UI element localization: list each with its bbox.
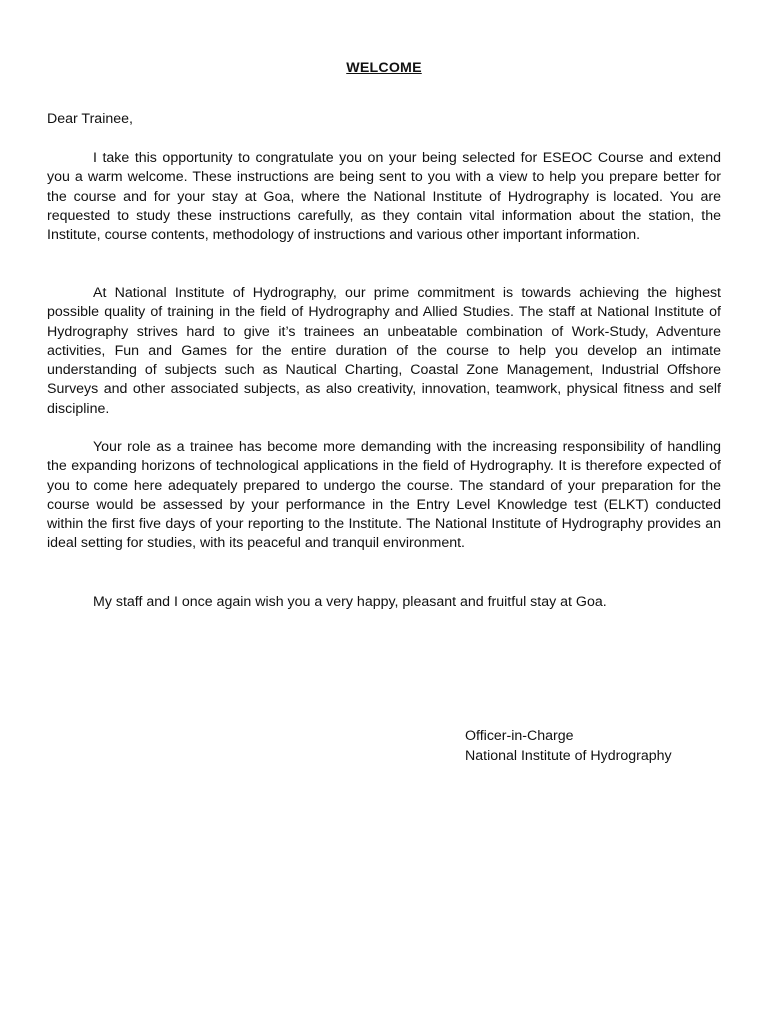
paragraph-closing: My staff and I once again wish you a very happy, pleasant and fruitful stay at Goa. <box>93 594 607 610</box>
signature-title: Officer-in-Charge <box>465 728 574 744</box>
document-title: WELCOME <box>346 60 422 76</box>
signature-organization: National Institute of Hydrography <box>465 747 672 764</box>
paragraph-commitment: At National Institute of Hydrography, our prime commitment is towards achieving the highest possible quality of training in the field of Hydrography and Allied Studies. The staff at National Institute of Hydrography strives hard to give it’s trainees an unbeatable combination of Work-Study, Adventure activities, Fun and Games for the entire duration of the course to help you develop an intimate understanding of subjects such as Nautical Charting, Coastal Zone Management, Industrial Offshore Surveys and other associated subjects, as also creativity, innovation, teamwork, physical fitness and self discipline. <box>47 285 721 417</box>
signature-block <box>465 727 672 766</box>
salutation: Dear Trainee, <box>47 111 133 127</box>
paragraph-trainee-role: Your role as a trainee has become more demanding with the increasing responsibility of handling the expanding horizons of technological applications in the field of Hydrography. It is therefore expected of you to come here adequately prepared to undergo the course. The standard of your preparation for the course would be assessed by your performance in the Entry Level Knowledge test (ELKT) conducted within the first five days of your reporting to the Institute. The National Institute of Hydrography provides an ideal setting for studies, with its peaceful and tranquil environment. <box>47 439 721 552</box>
paragraph-intro: I take this opportunity to congratulate you on your being selected for ESEOC Course and extend you a warm welcome. These instructions are being sent to you with a view to help you prepare better for the course and for your stay at Goa, where the National Institute of Hydrography is located. You are requested to study these instructions carefully, as they contain vital information about the station, the Institute, course contents, methodology of instructions and various other important information. <box>47 150 721 244</box>
